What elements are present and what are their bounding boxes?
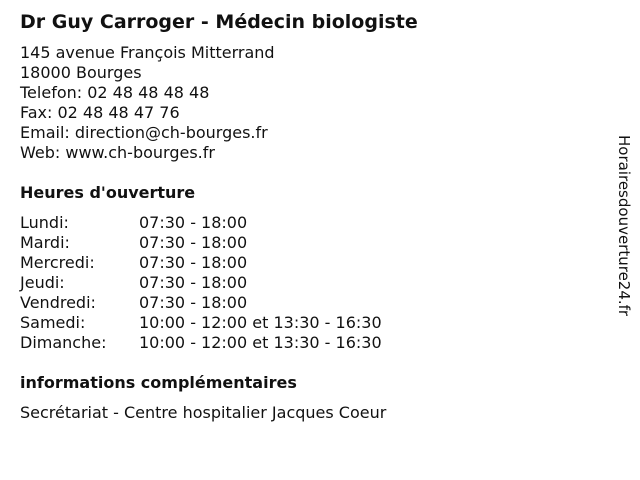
additional-info-text: Secrétariat - Centre hospitalier Jacques Coeur bbox=[20, 403, 387, 422]
hours-row bbox=[20, 213, 382, 233]
hours-row bbox=[20, 233, 382, 253]
hours-day: Dimanche: bbox=[20, 333, 107, 352]
hours-day: Jeudi: bbox=[20, 273, 65, 292]
hours-row bbox=[20, 253, 382, 273]
address-city: 18000 Bourges bbox=[20, 63, 142, 82]
fax-line: Fax: 02 48 48 47 76 bbox=[20, 103, 180, 122]
site-watermark: Horairesdouverture24.fr bbox=[615, 135, 633, 317]
additional-info-heading: informations complémentaires bbox=[20, 373, 297, 392]
hours-time: 07:30 - 18:00 bbox=[139, 293, 248, 312]
contact-block bbox=[20, 43, 275, 163]
page-title: Dr Guy Carroger - Médecin biologiste bbox=[20, 11, 418, 33]
hours-time: 07:30 - 18:00 bbox=[139, 273, 248, 292]
hours-time: 10:00 - 12:00 et 13:30 - 16:30 bbox=[139, 313, 382, 332]
hours-day: Samedi: bbox=[20, 313, 86, 332]
email-line: Email: direction@ch-bourges.fr bbox=[20, 123, 268, 142]
hours-time: 07:30 - 18:00 bbox=[139, 213, 248, 232]
hours-row bbox=[20, 293, 382, 313]
address-street: 145 avenue François Mitterrand bbox=[20, 43, 275, 62]
hours-row bbox=[20, 313, 382, 333]
hours-row bbox=[20, 333, 382, 353]
hours-row bbox=[20, 273, 382, 293]
opening-hours-table bbox=[20, 213, 382, 353]
hours-time: 10:00 - 12:00 et 13:30 - 16:30 bbox=[139, 333, 382, 352]
hours-day: Vendredi: bbox=[20, 293, 96, 312]
hours-time: 07:30 - 18:00 bbox=[139, 253, 248, 272]
hours-day: Lundi: bbox=[20, 213, 69, 232]
phone-line: Telefon: 02 48 48 48 48 bbox=[20, 83, 210, 102]
hours-day: Mardi: bbox=[20, 233, 70, 252]
web-line: Web: www.ch-bourges.fr bbox=[20, 143, 215, 162]
hours-day: Mercredi: bbox=[20, 253, 95, 272]
hours-time: 07:30 - 18:00 bbox=[139, 233, 248, 252]
opening-hours-heading: Heures d'ouverture bbox=[20, 183, 196, 202]
